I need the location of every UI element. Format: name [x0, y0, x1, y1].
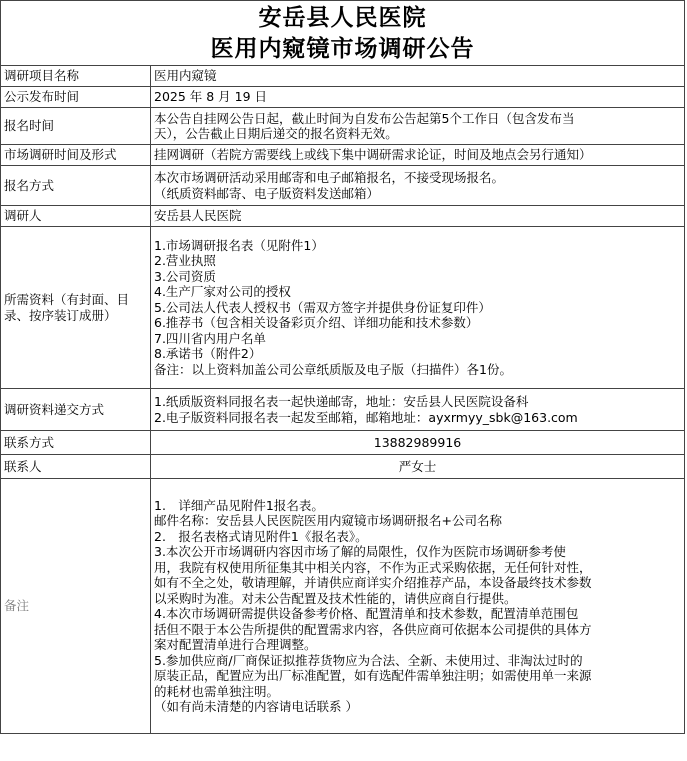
- row-project: [1, 66, 685, 87]
- remarks-line: 邮件名称：安岳县人民医院医用内窥镜市场调研报名+公司名称: [154, 513, 502, 528]
- signup-time-line1: 本公告自挂网公告日起，截止时间为自发布公告起第5个工作日（包含发布当: [154, 110, 575, 126]
- remarks-line: 3.本次公开市场调研内容因市场了解的局限性，仅作为医院市场调研参考使: [154, 544, 566, 559]
- signup-time-label: 报名时间: [1, 108, 151, 145]
- remarks-line: 用，我院有权使用所征集其中相关内容，不作为正式采购依据，无任何针对性，: [154, 559, 592, 575]
- materials-item: 4.生产厂家对公司的授权: [154, 284, 291, 300]
- signup-method-line1: 本次市场调研活动采用邮寄和电子邮箱报名，不接受现场报名。: [154, 170, 505, 185]
- remarks-text: [151, 479, 685, 734]
- materials-item: 8.承诺书（附件2）: [154, 346, 262, 362]
- materials-item: 6.推荐书（包含相关设备彩页介绍、详细功能和技术参数）: [154, 315, 479, 331]
- remarks-line: （如有尚未清楚的内容请电话联系 ）: [154, 699, 358, 714]
- remarks-line: 原装正品，配置应为出厂标准配置，如有选配件需单独注明；如需使用单一来源: [154, 668, 592, 683]
- delivery-line1: 1.纸质版资料同报名表一起快递邮寄，地址：安岳县人民医院设备科: [154, 394, 529, 409]
- delivery-value: [151, 389, 685, 431]
- title-cell: [1, 1, 685, 66]
- materials-item: 7.四川省内用户名单: [154, 330, 266, 346]
- remarks-line: 括但不限于本公告所提供的配置需求内容，各供应商可依据本公司提供的具体方: [154, 621, 592, 637]
- materials-item: 1.市场调研报名表（见附件1）: [154, 237, 324, 253]
- signup-method-line2: （纸质资料邮寄、电子版资料发送邮箱）: [154, 185, 380, 201]
- remarks-line: 以采购时为准。对未公告配置及技术性能的，请供应商自行提供。: [154, 590, 517, 606]
- contact-person-label: 联系人: [1, 455, 151, 479]
- contact-label: 联系方式: [1, 431, 151, 455]
- project-label: 调研项目名称: [1, 66, 151, 87]
- row-publish: [1, 87, 685, 108]
- row-contact: [1, 431, 685, 455]
- row-signup-time: [1, 108, 685, 145]
- row-researcher: [1, 206, 685, 227]
- row-contact-person: [1, 455, 685, 479]
- row-survey-form: [1, 145, 685, 166]
- remarks-line: 5.参加供应商/厂商保证拟推荐货物应为合法、全新、未使用过、非淘汰过时的: [154, 652, 583, 668]
- survey-form-value: 挂网调研（若院方需要线上或线下集中调研需求论证，时间及地点会另行通知）: [151, 145, 685, 166]
- remarks-line: 1. 详细产品见附件1报名表。: [154, 497, 324, 513]
- remarks-line: 如有不全之处，敬请理解，并请供应商详实介绍推荐产品，本设备最终技术参数: [154, 575, 592, 590]
- materials-list: [151, 227, 685, 389]
- row-materials: [1, 227, 685, 389]
- project-value: 医用内窥镜: [151, 66, 685, 87]
- signup-method-value: [151, 166, 685, 206]
- remarks-line: 4.本次市场调研需提供设备参考价格、配置清单和技术参数，配置清单范围包: [154, 606, 579, 621]
- publish-label: 公示发布时间: [1, 87, 151, 108]
- signup-time-value: [151, 108, 685, 145]
- title-hospital: 安岳县人民医院: [258, 4, 427, 31]
- materials-note: 备注：以上资料加盖公司公章纸质版及电子版（扫描件）各1份。: [154, 361, 512, 377]
- materials-item: 2.营业执照: [154, 253, 216, 269]
- materials-item: 3.公司资质: [154, 268, 216, 284]
- delivery-label: 调研资料递交方式: [1, 389, 151, 431]
- signup-method-label: 报名方式: [1, 166, 151, 206]
- survey-form-label: 市场调研时间及形式: [1, 145, 151, 166]
- row-delivery: [1, 389, 685, 431]
- materials-label: 所需资料（有封面、目录、按序装订成册）: [1, 227, 151, 389]
- title-announcement: 医用内窥镜市场调研公告: [210, 35, 475, 62]
- row-remarks: [1, 479, 685, 734]
- researcher-value: 安岳县人民医院: [151, 206, 685, 227]
- contact-person-value: 严女士: [151, 455, 685, 479]
- publish-value: 2025 年 8 月 19 日: [151, 87, 685, 108]
- delivery-line2: 2.电子版资料同报名表一起发至邮箱，邮箱地址：ayxrmyy_sbk@163.com: [154, 409, 578, 425]
- contact-phone: 13882989916: [151, 431, 685, 455]
- signup-time-line2: 天），公告截止日期后递交的报名资料无效。: [154, 126, 398, 141]
- remarks-line: 2. 报名表格式请见附件1《报名表》。: [154, 528, 368, 544]
- materials-item: 5.公司法人代表人授权书（需双方签字并提供身份证复印件）: [154, 299, 491, 315]
- remarks-label: 备注: [1, 479, 151, 734]
- row-signup-method: [1, 166, 685, 206]
- remarks-line: 案对配置清单进行合理调整。: [154, 637, 317, 652]
- remarks-line: 的耗材也需单独注明。: [154, 683, 280, 699]
- researcher-label: 调研人: [1, 206, 151, 227]
